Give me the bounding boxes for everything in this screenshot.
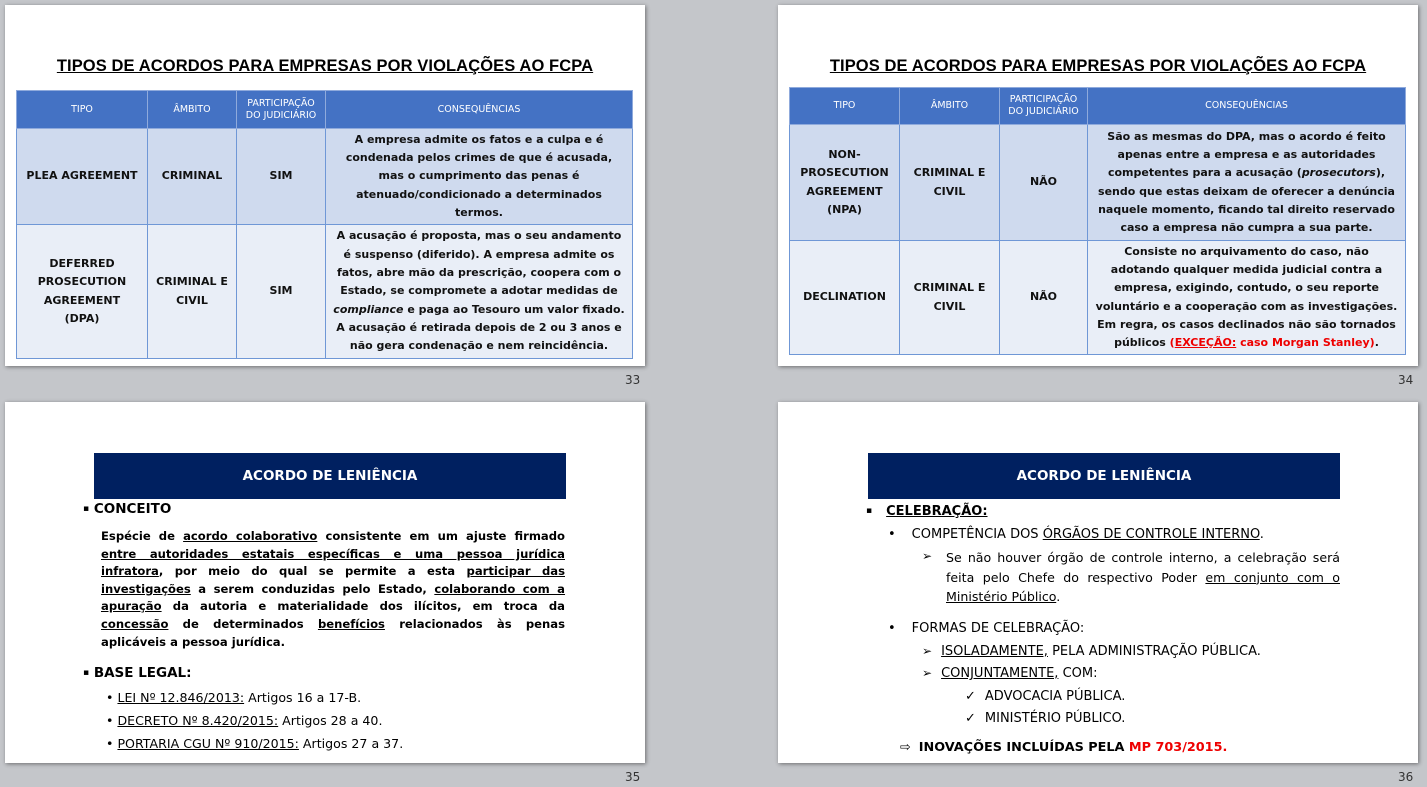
header-ambito: ÂMBITO xyxy=(148,91,237,129)
consequencia-text: e paga ao Tesouro um valor fixado. xyxy=(403,302,625,316)
law-articles: Artigos 28 a 40. xyxy=(278,713,383,728)
formas-label: FORMAS DE CELEBRAÇÃO: xyxy=(911,621,1085,636)
underlined-term: acordo colaborativo xyxy=(183,529,318,543)
cell-tipo xyxy=(17,129,148,225)
tipo-line: AGREEMENT xyxy=(806,184,883,198)
underlined-term: concessão xyxy=(101,616,169,631)
paragraph-text: , por meio do qual se permite a esta xyxy=(158,564,467,579)
paragraph-text: Se não houver órgão de controle interno, a celebração será xyxy=(946,550,1340,565)
consequencia-line: fatos, abre mão da prescrição, coopera com o xyxy=(336,266,622,280)
paragraph-text: relacionados às penas xyxy=(384,616,566,631)
law-articles: Artigos 16 a 17-B. xyxy=(244,690,362,705)
header-participacao-line1: PARTICIPAÇÃO xyxy=(1009,94,1078,105)
table-row xyxy=(790,241,1406,355)
conjunto-label: CONJUNTAMENTE, xyxy=(941,666,1059,681)
header-tipo: TIPO xyxy=(17,91,148,129)
cell-consequencias xyxy=(326,129,633,225)
competencia-item xyxy=(888,527,1264,542)
consequencia-line: adotando qualquer medida judicial contra a xyxy=(1110,262,1383,276)
underlined-term: investigações xyxy=(101,581,191,596)
header-tipo: TIPO xyxy=(790,88,900,125)
section-banner: ACORDO DE LENIÊNCIA xyxy=(868,453,1340,499)
cell-ambito xyxy=(900,241,1000,355)
ambito-line: CIVIL xyxy=(176,293,208,307)
slide-number: 35 xyxy=(625,770,641,784)
base-legal-heading xyxy=(83,665,192,681)
bullet-icon: • xyxy=(106,736,114,751)
ambito-line: CIVIL xyxy=(933,299,966,313)
consequencia-line: A empresa admite os fatos e a culpa e é xyxy=(354,132,604,146)
ambito-line: CIVIL xyxy=(933,184,966,198)
consequencia-line: condenada pelos crimes de que é acusada, xyxy=(345,151,613,165)
exception-case: caso Morgan Stanley) xyxy=(1236,336,1375,350)
consequencia-text: públicos xyxy=(1114,336,1170,350)
underlined-term: benefícios xyxy=(317,616,385,631)
slide-number: 33 xyxy=(625,373,641,387)
underlined-term: participar das xyxy=(466,564,565,579)
consequencia-text: . xyxy=(1374,336,1379,350)
consequencia-line xyxy=(1091,334,1402,352)
consequencia-line: Estado, se compromete a adotar medidas de xyxy=(340,284,618,298)
ambito-line: CRIMINAL E xyxy=(913,281,986,295)
consequencia-line: termos. xyxy=(455,205,503,219)
tipo-line: PROSECUTION xyxy=(800,166,889,180)
underlined-term: colaborando com a xyxy=(434,581,566,596)
law-item xyxy=(106,713,382,728)
celebracao-label: CELEBRAÇÃO: xyxy=(886,504,988,519)
paragraph-text: da autoria e materialidade dos ilícitos, em troca da xyxy=(161,599,565,614)
isolado-item xyxy=(922,644,1261,659)
consequencia-line: São as mesmas do DPA, mas o acordo é feito xyxy=(1107,129,1386,143)
cell-consequencias xyxy=(1088,125,1406,241)
formas-item xyxy=(888,621,1084,636)
conjunto-text: COM: xyxy=(1058,666,1098,681)
paragraph-line xyxy=(101,528,565,546)
slide-title: TIPOS DE ACORDOS PARA EMPRESAS POR VIOLAÇÕES AO FCPA xyxy=(829,57,1367,75)
mp-reference: MP 703/2015. xyxy=(1128,740,1228,755)
consequencia-line: Em regra, os casos declinados não são tornados xyxy=(1097,317,1396,331)
bullet-icon: • xyxy=(106,713,114,728)
tipo-line: PROSECUTION xyxy=(37,275,127,289)
cell-tipo xyxy=(790,241,900,355)
consequencia-line: mas o cumprimento das penas é xyxy=(378,169,580,183)
underlined-term: Ministério Público xyxy=(946,589,1057,604)
check-text: ADVOCACIA PÚBLICA. xyxy=(984,689,1126,704)
isolado-text: PELA ADMINISTRAÇÃO PÚBLICA. xyxy=(1047,644,1261,659)
tipo-line: DEFERRED xyxy=(49,256,115,270)
fcpa-table xyxy=(789,87,1406,355)
cell-participacao: NÃO xyxy=(1000,241,1088,355)
celebracao-heading xyxy=(866,504,988,519)
underlined-term: apuração xyxy=(101,599,162,614)
tipo-line: (DPA) xyxy=(64,311,100,325)
hollow-arrow-icon: ⇨ xyxy=(900,740,911,755)
controle-interno-paragraph xyxy=(946,548,1340,607)
paragraph-line xyxy=(101,563,565,581)
paragraph-line xyxy=(946,548,1340,568)
consequencia-line xyxy=(1091,164,1402,182)
arrow-bullet-icon: ➢ xyxy=(922,644,933,658)
consequencia-line: sendo que estas deixam de oferecer a denúncia xyxy=(1098,184,1395,198)
table-row xyxy=(790,125,1406,241)
paragraph-line xyxy=(101,598,565,616)
check-item xyxy=(965,689,1125,704)
consequencia-line xyxy=(329,301,629,319)
check-text: MINISTÉRIO PÚBLICO. xyxy=(984,711,1126,726)
square-bullet-icon: ▪ xyxy=(83,668,90,678)
ambito-line: CRIMINAL E xyxy=(156,275,228,289)
paragraph-text: Espécie de xyxy=(101,529,184,543)
consequencia-text: competentes para a acusação ( xyxy=(1107,166,1302,180)
consequencia-line: naquele momento, ficando tal direito reservado xyxy=(1098,202,1395,216)
paragraph-text: aplicáveis a pessoa jurídica. xyxy=(101,634,286,649)
paragraph-text: consistente em um ajuste firmado xyxy=(317,529,565,543)
arrow-bullet-icon: ➢ xyxy=(922,549,933,563)
table-header-row xyxy=(790,88,1406,125)
tipo-line: DECLINATION xyxy=(803,290,886,304)
underlined-term: entre autoridades estatais específicas e uma pessoa jurídica xyxy=(101,546,565,561)
paragraph-text: de determinados xyxy=(168,616,318,631)
header-participacao-line1: PARTICIPAÇÃO xyxy=(247,97,315,109)
check-icon: ✓ xyxy=(965,711,976,726)
paragraph-line xyxy=(946,568,1340,588)
law-name[interactable]: PORTARIA CGU Nº 910/2015: xyxy=(117,736,299,751)
conceito-paragraph xyxy=(101,528,565,651)
slide-33[interactable] xyxy=(5,5,645,366)
cell-participacao: SIM xyxy=(237,129,326,225)
exception-label: EXCEÇÃO: xyxy=(1174,336,1237,350)
paren: ( xyxy=(1169,336,1175,350)
inovacoes-note xyxy=(900,740,1227,755)
underlined-term: em conjunto com o xyxy=(1205,569,1340,585)
header-consequencias: CONSEQUÊNCIAS xyxy=(326,91,633,129)
paragraph-text: a serem conduzidas pelo Estado, xyxy=(190,581,435,596)
consequencia-line: A acusação é retirada depois de 2 ou 3 anos e xyxy=(336,320,622,334)
bullet-icon: • xyxy=(888,621,896,636)
law-name[interactable]: LEI Nº 12.846/2013: xyxy=(117,690,245,705)
consequencia-line: A acusação é proposta, mas o seu andamento xyxy=(336,229,622,243)
isolado-label: ISOLADAMENTE, xyxy=(941,644,1048,659)
paragraph-line xyxy=(101,546,565,564)
conceito-label: CONCEITO xyxy=(93,501,172,517)
consequencia-line: apenas entre a empresa e as autoridades xyxy=(1117,147,1376,161)
square-bullet-icon: ▪ xyxy=(83,504,90,514)
slide-number: 36 xyxy=(1398,770,1414,784)
consequencia-line: atenuado/condicionado a determinados xyxy=(356,187,602,201)
cell-consequencias xyxy=(326,225,633,359)
paragraph-text: feita pelo Chefe do respectivo Poder xyxy=(946,569,1206,585)
header-participacao xyxy=(237,91,326,129)
ambito-line: CRIMINAL xyxy=(161,169,223,183)
cell-participacao: NÃO xyxy=(1000,125,1088,241)
consequencia-line: caso a empresa não cumpra a sua parte. xyxy=(1120,221,1373,235)
table-row xyxy=(17,225,633,359)
italic-term: prosecutors xyxy=(1301,166,1376,180)
cell-tipo xyxy=(17,225,148,359)
bullet-icon: • xyxy=(106,690,114,705)
conjunto-item xyxy=(922,666,1097,681)
inovacoes-text: INOVAÇÕES INCLUÍDAS PELA xyxy=(918,740,1129,755)
paragraph-line xyxy=(101,634,565,652)
paragraph-text: . xyxy=(1056,589,1061,604)
cell-participacao: SIM xyxy=(237,225,326,359)
exception-note xyxy=(1170,336,1375,349)
consequencia-line: não gera condenação e nem reincidência. xyxy=(349,339,609,353)
consequencia-line: Consiste no arquivamento do caso, não xyxy=(1124,244,1369,258)
paragraph-line xyxy=(101,616,565,634)
slide-36[interactable] xyxy=(778,402,1418,763)
period: . xyxy=(1259,527,1264,542)
square-bullet-icon: ▪ xyxy=(866,506,873,516)
slide-number: 34 xyxy=(1398,373,1414,387)
cell-ambito xyxy=(148,129,237,225)
check-icon: ✓ xyxy=(965,689,976,704)
check-item xyxy=(965,711,1125,726)
law-articles: Artigos 27 a 37. xyxy=(298,736,404,751)
law-name[interactable]: DECRETO Nº 8.420/2015: xyxy=(117,713,279,728)
arrow-bullet-icon: ➢ xyxy=(922,666,933,680)
slide-title: TIPOS DE ACORDOS PARA EMPRESAS POR VIOLAÇÕES AO FCPA xyxy=(56,57,594,75)
cell-consequencias xyxy=(1088,241,1406,355)
bullet-icon: • xyxy=(888,527,896,542)
tipo-line: AGREEMENT xyxy=(43,293,121,307)
fcpa-table xyxy=(16,90,633,359)
header-ambito: ÂMBITO xyxy=(900,88,1000,125)
tipo-line: PLEA AGREEMENT xyxy=(26,169,138,183)
ambito-line: CRIMINAL E xyxy=(913,166,986,180)
competencia-text: COMPETÊNCIA DOS xyxy=(911,527,1043,542)
section-banner: ACORDO DE LENIÊNCIA xyxy=(94,453,566,499)
law-item xyxy=(106,736,403,751)
slide-34[interactable] xyxy=(778,5,1418,366)
consequencia-line: é suspenso (diferido). A empresa admite os xyxy=(343,247,615,261)
tipo-line: (NPA) xyxy=(827,202,862,216)
law-item xyxy=(106,690,361,705)
tipo-line: NON- xyxy=(828,147,861,161)
consequencia-line: empresa, exigindo, contudo, o seu reporte xyxy=(1114,281,1379,295)
table-row xyxy=(17,129,633,225)
table-header-row xyxy=(17,91,633,129)
underlined-term: infratora xyxy=(101,564,159,579)
consequencia-line: voluntário e a cooperação com as investigações. xyxy=(1095,299,1398,313)
paragraph-line xyxy=(101,581,565,599)
orgaos-controle: ÓRGÃOS DE CONTROLE INTERNO xyxy=(1042,527,1260,542)
italic-term: compliance xyxy=(333,302,404,316)
conceito-heading xyxy=(83,501,171,517)
slide-35[interactable] xyxy=(5,402,645,763)
header-participacao-line2: DO JUDICIÁRIO xyxy=(1008,106,1079,117)
base-legal-label: BASE LEGAL: xyxy=(93,665,192,681)
cell-tipo xyxy=(790,125,900,241)
header-participacao xyxy=(1000,88,1088,125)
cell-ambito xyxy=(148,225,237,359)
cell-ambito xyxy=(900,125,1000,241)
header-consequencias: CONSEQUÊNCIAS xyxy=(1088,88,1406,125)
header-participacao-line2: DO JUDICIÁRIO xyxy=(245,109,317,121)
consequencia-text: ), xyxy=(1375,166,1386,180)
paragraph-line xyxy=(946,587,1340,607)
